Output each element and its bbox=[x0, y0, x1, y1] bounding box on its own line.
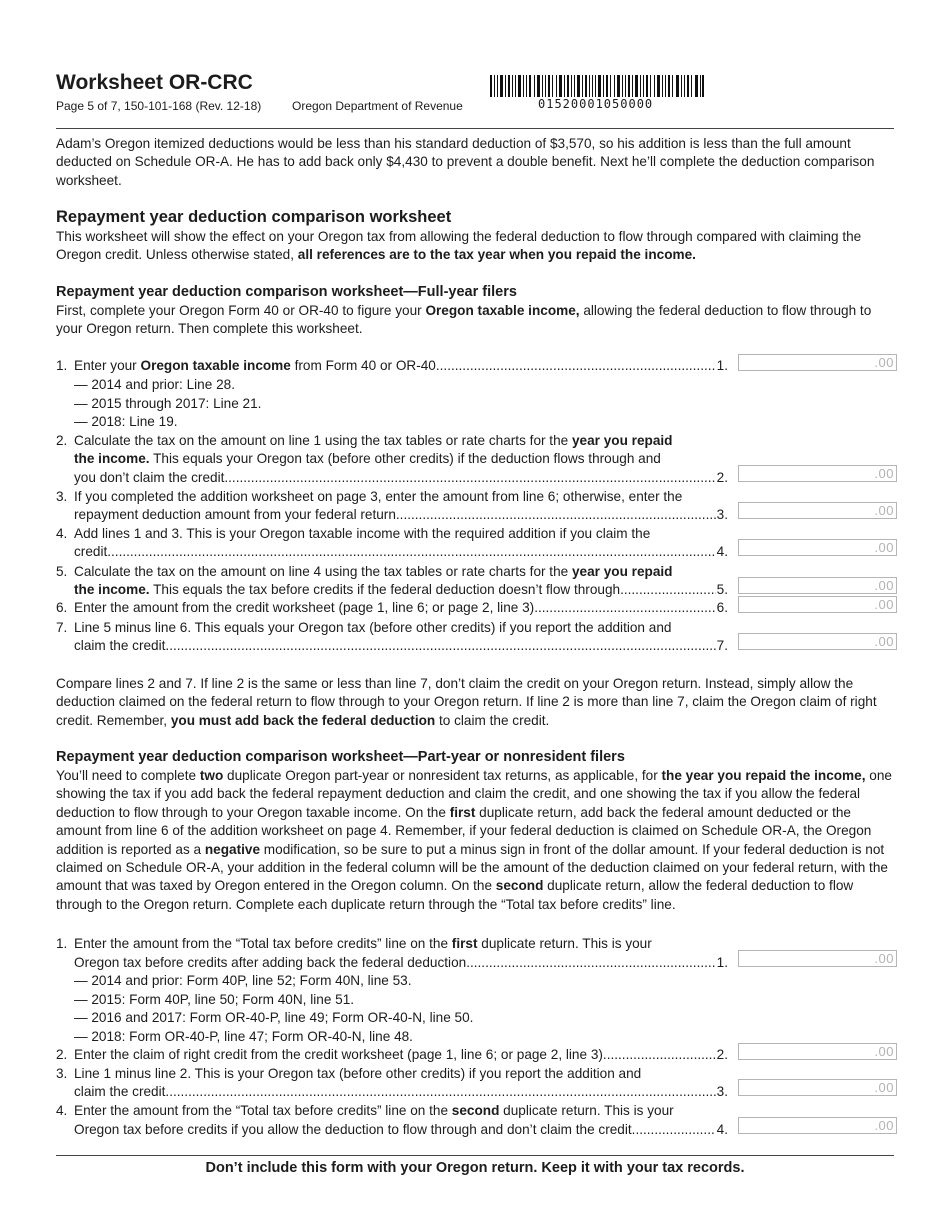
full-year-line-2-end: you don’t claim the credit ..... 2. bbox=[56, 469, 728, 487]
part-year-line-3-input[interactable]: .00 bbox=[738, 1079, 897, 1096]
full-year-line-7-end: claim the credit ..... 7. bbox=[56, 637, 728, 655]
divider bbox=[56, 1155, 894, 1156]
list-item: — 2018: Form OR-40-P, line 47; Form OR-40-N, line 48. bbox=[74, 1029, 413, 1044]
list-item: — 2015: Form 40P, line 50; Form 40N, line 51. bbox=[74, 992, 355, 1007]
full-year-line-5-end: the income. This equals the tax before credits if the federal deduction doesn’t flow through ..... 5. bbox=[56, 581, 728, 599]
footer-note: Don’t include this form with your Oregon return. Keep it with your tax records. bbox=[205, 1160, 745, 1176]
section-description: This worksheet will show the effect on your Oregon tax from allowing the federal deduction to flow through compared with claiming the Oregon credit. Unless otherwise stated, all references are to the tax year when you repaid the income. bbox=[56, 229, 862, 263]
part-year-line-4: 4. Enter the amount from the “Total tax before credits” line on the second duplicate return. This is your bbox=[56, 1103, 674, 1118]
full-year-line-3-input[interactable]: .00 bbox=[738, 502, 897, 519]
full-year-line-3: 3. If you completed the addition worksheet on page 3, enter the amount from line 6; otherwise, enter the bbox=[56, 489, 683, 504]
part-year-line-4-end: Oregon tax before credits if you allow the deduction to flow through and don’t claim the credit ..... 4. bbox=[56, 1121, 728, 1139]
divider bbox=[56, 128, 894, 129]
part-year-line-1-input[interactable]: .00 bbox=[738, 950, 897, 967]
part-year-line-1-end: Oregon tax before credits after adding back the federal deduction ..... 1. bbox=[56, 954, 728, 972]
list-item: — 2014 and prior: Line 28. bbox=[74, 377, 235, 392]
barcode-number: 01520001050000 bbox=[538, 97, 654, 111]
full-year-line-6: 6. Enter the amount from the credit worksheet (page 1, line 6; or page 2, line 3) ..... 6. bbox=[56, 599, 728, 617]
part-year-line-3: 3. Line 1 minus line 2. This is your Oregon tax (before other credits) if you report the addition and bbox=[56, 1066, 642, 1081]
full-year-line-5: 5. Calculate the tax on the amount on line 4 using the tax tables or rate charts for the year you repaid bbox=[56, 564, 673, 579]
part-year-line-3-end: claim the credit ..... 3. bbox=[56, 1083, 728, 1101]
full-year-instructions: First, complete your Oregon Form 40 or OR-40 to figure your Oregon taxable income, allowing the federal deduction to flow through to your Oregon return. Then complete this worksheet. bbox=[56, 303, 872, 337]
full-year-line-2-cont: the income. This equals your Oregon tax (before other credits) if the deduction flows through and bbox=[74, 451, 661, 466]
full-year-line-3-end: repayment deduction amount from your federal return ..... 3. bbox=[56, 506, 728, 524]
full-year-heading: Repayment year deduction comparison worksheet—Full-year filers bbox=[56, 284, 517, 300]
full-year-line-4-end: credit ..... 4. bbox=[56, 543, 728, 561]
intro-paragraph: Adam’s Oregon itemized deductions would be less than his standard deduction of $3,570, so his addition is less than the full amount deducted on Schedule OR-A. He has to add back only $4,430 to prevent a double benefit. Next he’ll complete the deduction comparison worksheet. bbox=[56, 136, 875, 188]
compare-paragraph: Compare lines 2 and 7. If line 2 is the same or less than line 7, don’t claim the credit on your Oregon return. Instead, simply allow the deduction claimed on the federal return to flow through to your Oregon return. If line 2 is more than line 7, claim the Oregon claim of right credit. Remember, you must add back the federal deduction to claim the credit. bbox=[56, 676, 877, 728]
page-title: Worksheet OR-CRC bbox=[56, 71, 253, 94]
full-year-line-4-input[interactable]: .00 bbox=[738, 539, 897, 556]
part-year-line-1: 1. Enter the amount from the “Total tax before credits” line on the first duplicate return. This is your bbox=[56, 936, 652, 951]
full-year-line-1: 1. Enter your Oregon taxable income from Form 40 or OR-40 ..... 1. bbox=[56, 357, 728, 375]
page-info: Page 5 of 7, 150-101-168 (Rev. 12-18) bbox=[56, 99, 262, 113]
list-item: — 2016 and 2017: Form OR-40-P, line 49; Form OR-40-N, line 50. bbox=[74, 1010, 474, 1025]
part-year-line-2: 2. Enter the claim of right credit from the credit worksheet (page 1, line 6; or page 2, line 3) ..... 2. bbox=[56, 1046, 728, 1064]
full-year-line-1-input[interactable]: .00 bbox=[738, 354, 897, 371]
department-name: Oregon Department of Revenue bbox=[292, 99, 463, 113]
full-year-line-7-input[interactable]: .00 bbox=[738, 633, 897, 650]
full-year-line-6-input[interactable]: .00 bbox=[738, 596, 897, 613]
full-year-line-2: 2. Calculate the tax on the amount on line 1 using the tax tables or rate charts for the year you repaid bbox=[56, 433, 673, 448]
section-heading: Repayment year deduction comparison worksheet bbox=[56, 208, 452, 226]
part-year-line-2-input[interactable]: .00 bbox=[738, 1043, 897, 1060]
full-year-line-2-input[interactable]: .00 bbox=[738, 465, 897, 482]
list-item: — 2014 and prior: Form 40P, line 52; Form 40N, line 53. bbox=[74, 973, 412, 988]
part-year-instructions: You’ll need to complete two duplicate Oregon part-year or nonresident tax returns, as applicable, for the year you repaid the income, one showing the tax if you add back the federal repayment deduction and claim the credit, and one showing the tax if you allow the federal deduction to flow through to your Oregon taxable income. On the first duplicate return, add back the federal amount deducted or the amount from line 6 of the addition worksheet on page 4. Remember, if your federal deduction is claimed on Schedule OR-A, the Oregon addition is reported as a negative modification, so be sure to put a minus sign in front of the dollar amount. If your federal deduction is not claimed on Schedule OR-A, your addition in the federal column will be the amount of the deduction claimed on your federal return, with the amount that was taxed by Oregon entered in the Oregon column. On the second duplicate return, allow the federal deduction to flow through to the Oregon return. Complete each duplicate return through the “Total tax before credits” line. bbox=[56, 768, 892, 912]
part-year-line-4-input[interactable]: .00 bbox=[738, 1117, 897, 1134]
list-item: — 2018: Line 19. bbox=[74, 414, 178, 429]
full-year-line-4: 4. Add lines 1 and 3. This is your Oregon taxable income with the required addition if you claim the bbox=[56, 526, 651, 541]
full-year-line-7: 7. Line 5 minus line 6. This equals your Oregon tax (before other credits) if you report the addition and bbox=[56, 620, 672, 635]
part-year-heading: Repayment year deduction comparison worksheet—Part-year or nonresident filers bbox=[56, 749, 625, 765]
barcode-image bbox=[490, 75, 704, 97]
list-item: — 2015 through 2017: Line 21. bbox=[74, 396, 262, 411]
full-year-line-5-input[interactable]: .00 bbox=[738, 577, 897, 594]
